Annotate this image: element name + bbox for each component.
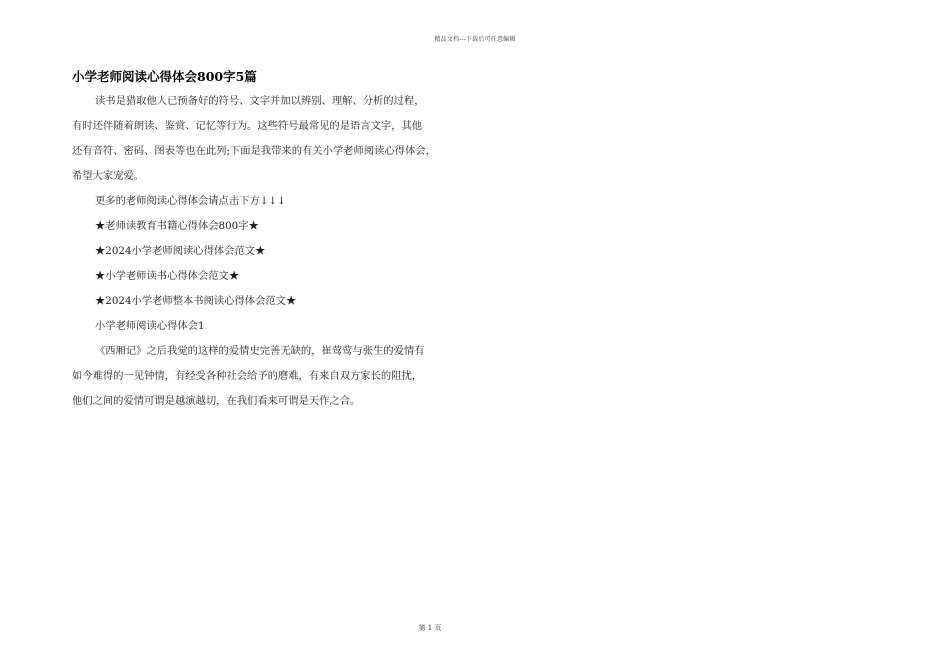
section-line: 如今难得的一见钟情，有经受各种社会给予的磨难，有来自双方家长的阻扰， [72, 370, 423, 382]
article-link-4[interactable]: ★2024小学老师整本书阅读心得体会范文★ [95, 295, 297, 307]
document-title: 小学老师阅读心得体会800字5篇 [72, 69, 257, 84]
article-link-2[interactable]: ★2024小学老师阅读心得体会范文★ [95, 245, 266, 257]
page-number: 第 1 页 [418, 624, 442, 632]
intro-line: 希望大家宠爱。 [72, 170, 145, 182]
section-line: 《西厢记》之后我觉的这样的爱情史完善无缺的，崔莺莺与张生的爱情有 [95, 345, 425, 357]
intro-line: 读书是猎取他人已预备好的符号、文字并加以辨别、理解、分析的过程， [95, 95, 425, 107]
more-prompt: 更多的老师阅读心得体会请点击下方↓↓↓ [95, 195, 286, 207]
page-header: 精品文档---下载后可任意编辑 [434, 36, 516, 43]
section-heading: 小学老师阅读心得体会1 [95, 320, 205, 332]
section-line: 他们之间的爱情可谓是越演越切，在我们看来可谓是天作之合。 [72, 395, 361, 407]
document-body [72, 89, 492, 414]
intro-line: 有时还伴随着朗读、鉴赏、记忆等行为。这些符号最常见的是语言文字，其他 [72, 120, 423, 132]
article-link-1[interactable]: ★老师读教育书籍心得体会800字★ [95, 220, 259, 232]
intro-line: 还有音符、密码、图表等也在此列;下面是我带来的有关小学老师阅读心得体会， [72, 145, 436, 157]
article-link-3[interactable]: ★小学老师读书心得体会范文★ [95, 270, 240, 282]
